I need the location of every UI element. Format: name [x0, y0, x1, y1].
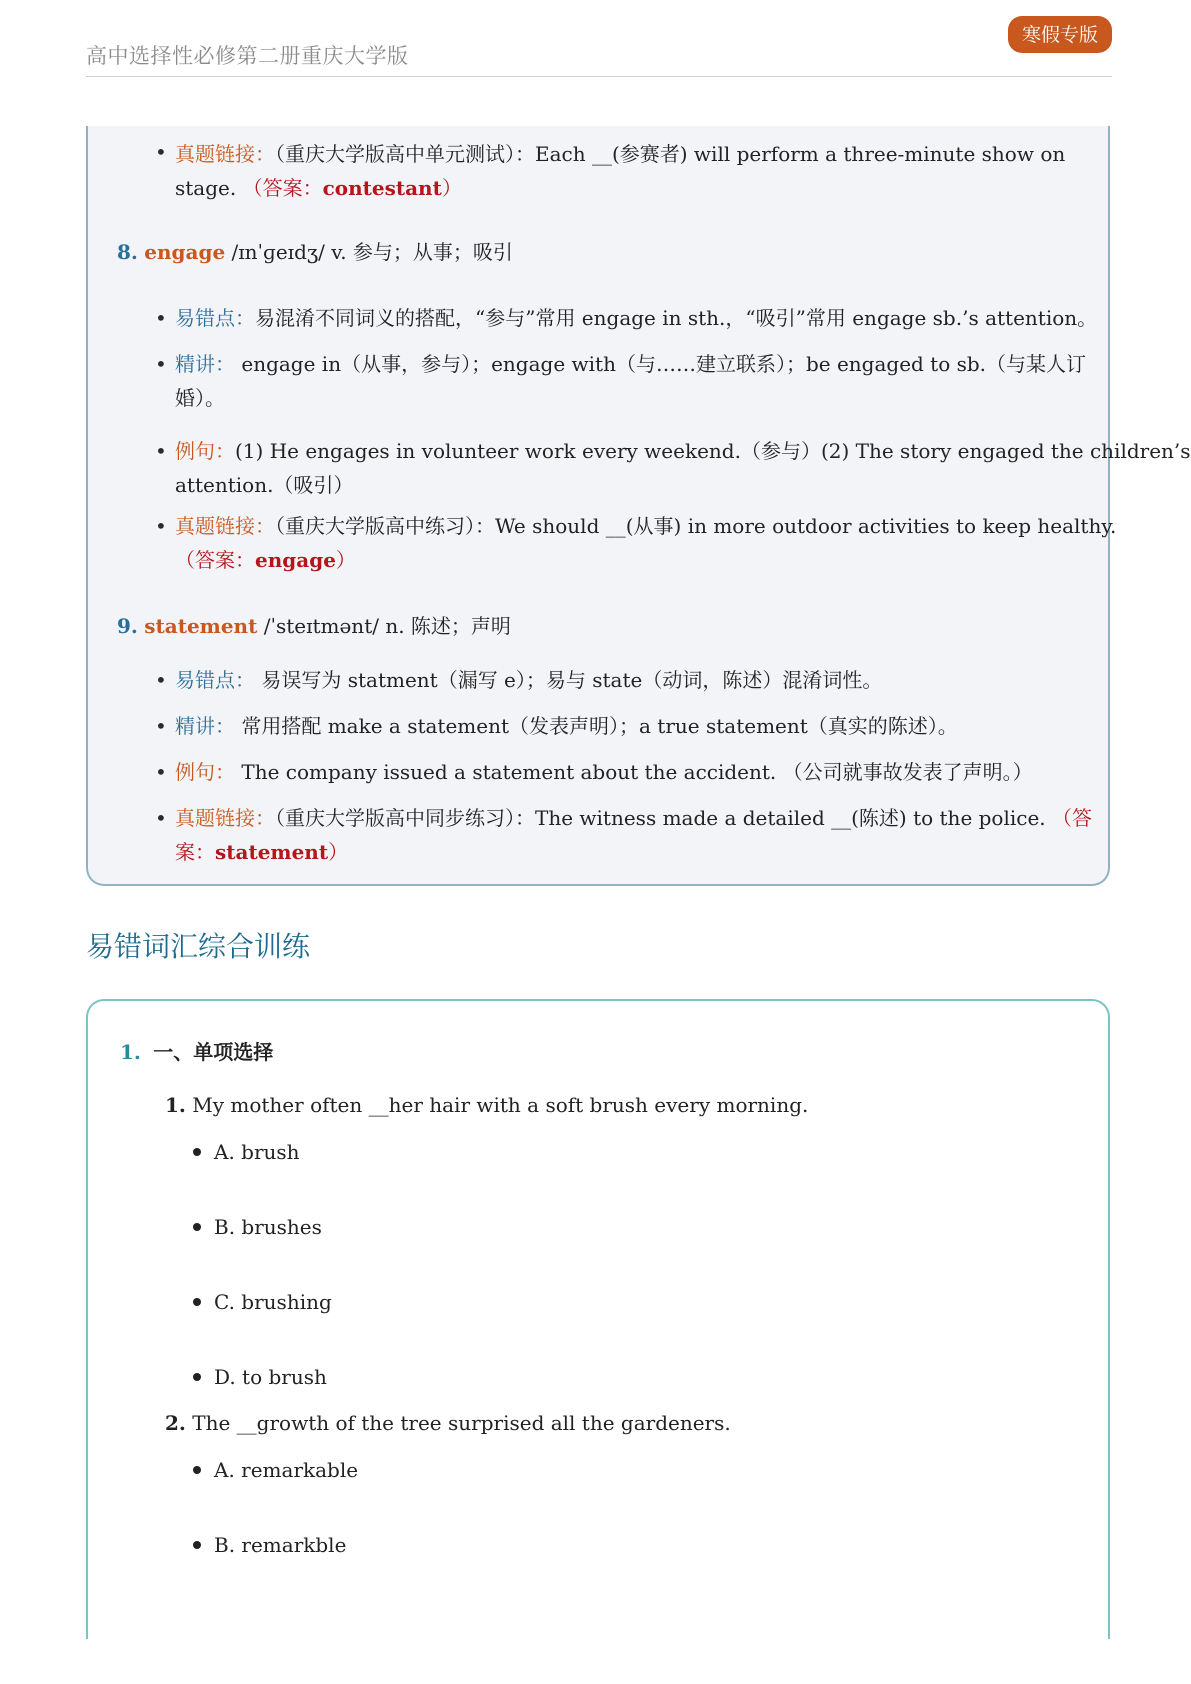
question-number: 2. — [165, 1411, 186, 1435]
example-label: 例句： — [175, 439, 235, 463]
question-number: 1. — [165, 1093, 186, 1117]
question-text: My mother often __her hair with a soft brush every morning. — [192, 1093, 809, 1117]
exam-link-text: （重庆大学版高中同步练习）：The witness made a detailed __(陈述) to the police. — [275, 806, 1053, 830]
option-dot — [193, 1298, 201, 1306]
example-text: The company issued a statement about the accident. （公司就事故发表了声明。） — [235, 760, 1033, 784]
entry-8-explanation — [175, 347, 1086, 381]
option-b[interactable]: B. remarkble — [214, 1533, 347, 1557]
exam-link-line-2 — [175, 171, 462, 205]
answer-close: ） — [335, 548, 356, 572]
part-number: 1. — [120, 1040, 141, 1064]
explanation-text: engage in（从事，参与）；engage with（与……建立联系）；be engaged to sb.（与某人订 — [235, 352, 1087, 376]
entry-9-heading — [117, 609, 511, 643]
entry-9-exam-link-answer — [175, 835, 348, 869]
bullet-dot: • — [155, 714, 167, 738]
entry-9-example — [175, 755, 1033, 789]
edition-badge: 寒假专版 — [1008, 16, 1112, 53]
option-a[interactable]: A. brush — [214, 1140, 300, 1164]
answer-close: ） — [328, 840, 349, 864]
error-point-text: 易混淆不同词义的搭配，“参与”常用 engage in sth.，“吸引”常用 engage sb.’s attention。 — [255, 306, 1098, 330]
exam-link-text: （重庆大学版高中练习）：We should __(从事) in more outdoor activities to keep healthy. — [275, 514, 1117, 538]
option-dot — [193, 1373, 201, 1381]
answer-word: contestant — [322, 176, 442, 200]
explanation-text: 常用搭配 make a statement（发表声明）；a true statement（真实的陈述）。 — [235, 714, 958, 738]
bullet-dot: • — [155, 806, 167, 830]
entry-pronunciation: /ˈsteɪtmənt/ n. 陈述；声明 — [263, 614, 511, 638]
bullet-dot: • — [155, 668, 167, 692]
answer-close: ） — [441, 176, 462, 200]
question-text: The __growth of the tree surprised all the gardeners. — [192, 1411, 731, 1435]
option-dot — [193, 1223, 201, 1231]
answer-open: （答案： — [175, 548, 255, 572]
answer-word: engage — [255, 548, 336, 572]
entry-word: engage — [144, 240, 226, 264]
example-text-2: attention.（吸引） — [175, 473, 354, 497]
section-title: 易错词汇综合训练 — [86, 930, 311, 963]
exam-link-label: 真题链接： — [175, 142, 275, 166]
question-1 — [165, 1088, 808, 1122]
answer-open: （答 — [1052, 806, 1093, 830]
bullet-dot: • — [155, 352, 167, 376]
bullet-dot: • — [155, 439, 167, 463]
entry-8-error-point — [175, 301, 1097, 335]
exam-link-text-2: stage. — [175, 176, 243, 200]
option-dot — [193, 1148, 201, 1156]
bullet-dot: • — [155, 760, 167, 784]
bullet-dot: • — [155, 514, 167, 538]
option-dot — [193, 1541, 201, 1549]
question-2 — [165, 1406, 731, 1440]
part-heading — [120, 1035, 273, 1069]
entry-8-example-2 — [175, 468, 353, 502]
entry-9-exam-link — [175, 801, 1092, 835]
answer-open: （答案： — [242, 176, 323, 200]
error-point-label: 易错点： — [175, 668, 255, 692]
part-title: 一、单项选择 — [153, 1040, 274, 1064]
example-text: (1) He engages in volunteer work every weekend.（参与）(2) The story engaged the children’s — [235, 439, 1191, 463]
entry-number: 9. — [117, 614, 138, 638]
entry-8-exam-link — [175, 509, 1116, 543]
explanation-label: 精讲： — [175, 352, 235, 376]
entry-8-exam-link-answer — [175, 543, 356, 577]
exam-link-line — [175, 137, 1065, 171]
entry-pronunciation: /ɪnˈɡeɪdʒ/ v. 参与；从事；吸引 — [231, 240, 513, 264]
page-header — [86, 14, 1112, 77]
option-dot — [193, 1466, 201, 1474]
entry-word: statement — [144, 614, 258, 638]
entry-8-heading — [117, 235, 513, 269]
entry-8-example — [175, 434, 1191, 468]
exam-link-text: （重庆大学版高中单元测试）：Each __(参赛者) will perform a three-minute show on — [275, 142, 1066, 166]
entry-number: 8. — [117, 240, 138, 264]
exam-link-label: 真题链接： — [175, 514, 275, 538]
bullet-dot: • — [155, 140, 167, 164]
explanation-text-2: 婚）。 — [175, 386, 225, 410]
example-label: 例句： — [175, 760, 235, 784]
option-a[interactable]: A. remarkable — [214, 1458, 359, 1482]
bullet-dot: • — [155, 306, 167, 330]
answer-word: statement — [215, 840, 329, 864]
error-point-text: 易误写为 statment（漏写 e）；易与 state（动词，陈述）混淆词性。 — [255, 668, 883, 692]
entry-9-error-point — [175, 663, 882, 697]
error-point-label: 易错点： — [175, 306, 255, 330]
option-c[interactable]: C. brushing — [214, 1290, 332, 1314]
option-b[interactable]: B. brushes — [214, 1215, 322, 1239]
entry-8-explanation-2 — [175, 381, 225, 415]
explanation-label: 精讲： — [175, 714, 235, 738]
entry-9-explanation — [175, 709, 958, 743]
exam-link-label: 真题链接： — [175, 806, 275, 830]
answer-open-2: 案： — [175, 840, 215, 864]
option-d[interactable]: D. to brush — [214, 1365, 327, 1389]
header-title: 高中选择性必修第二册重庆大学版 — [86, 44, 409, 68]
